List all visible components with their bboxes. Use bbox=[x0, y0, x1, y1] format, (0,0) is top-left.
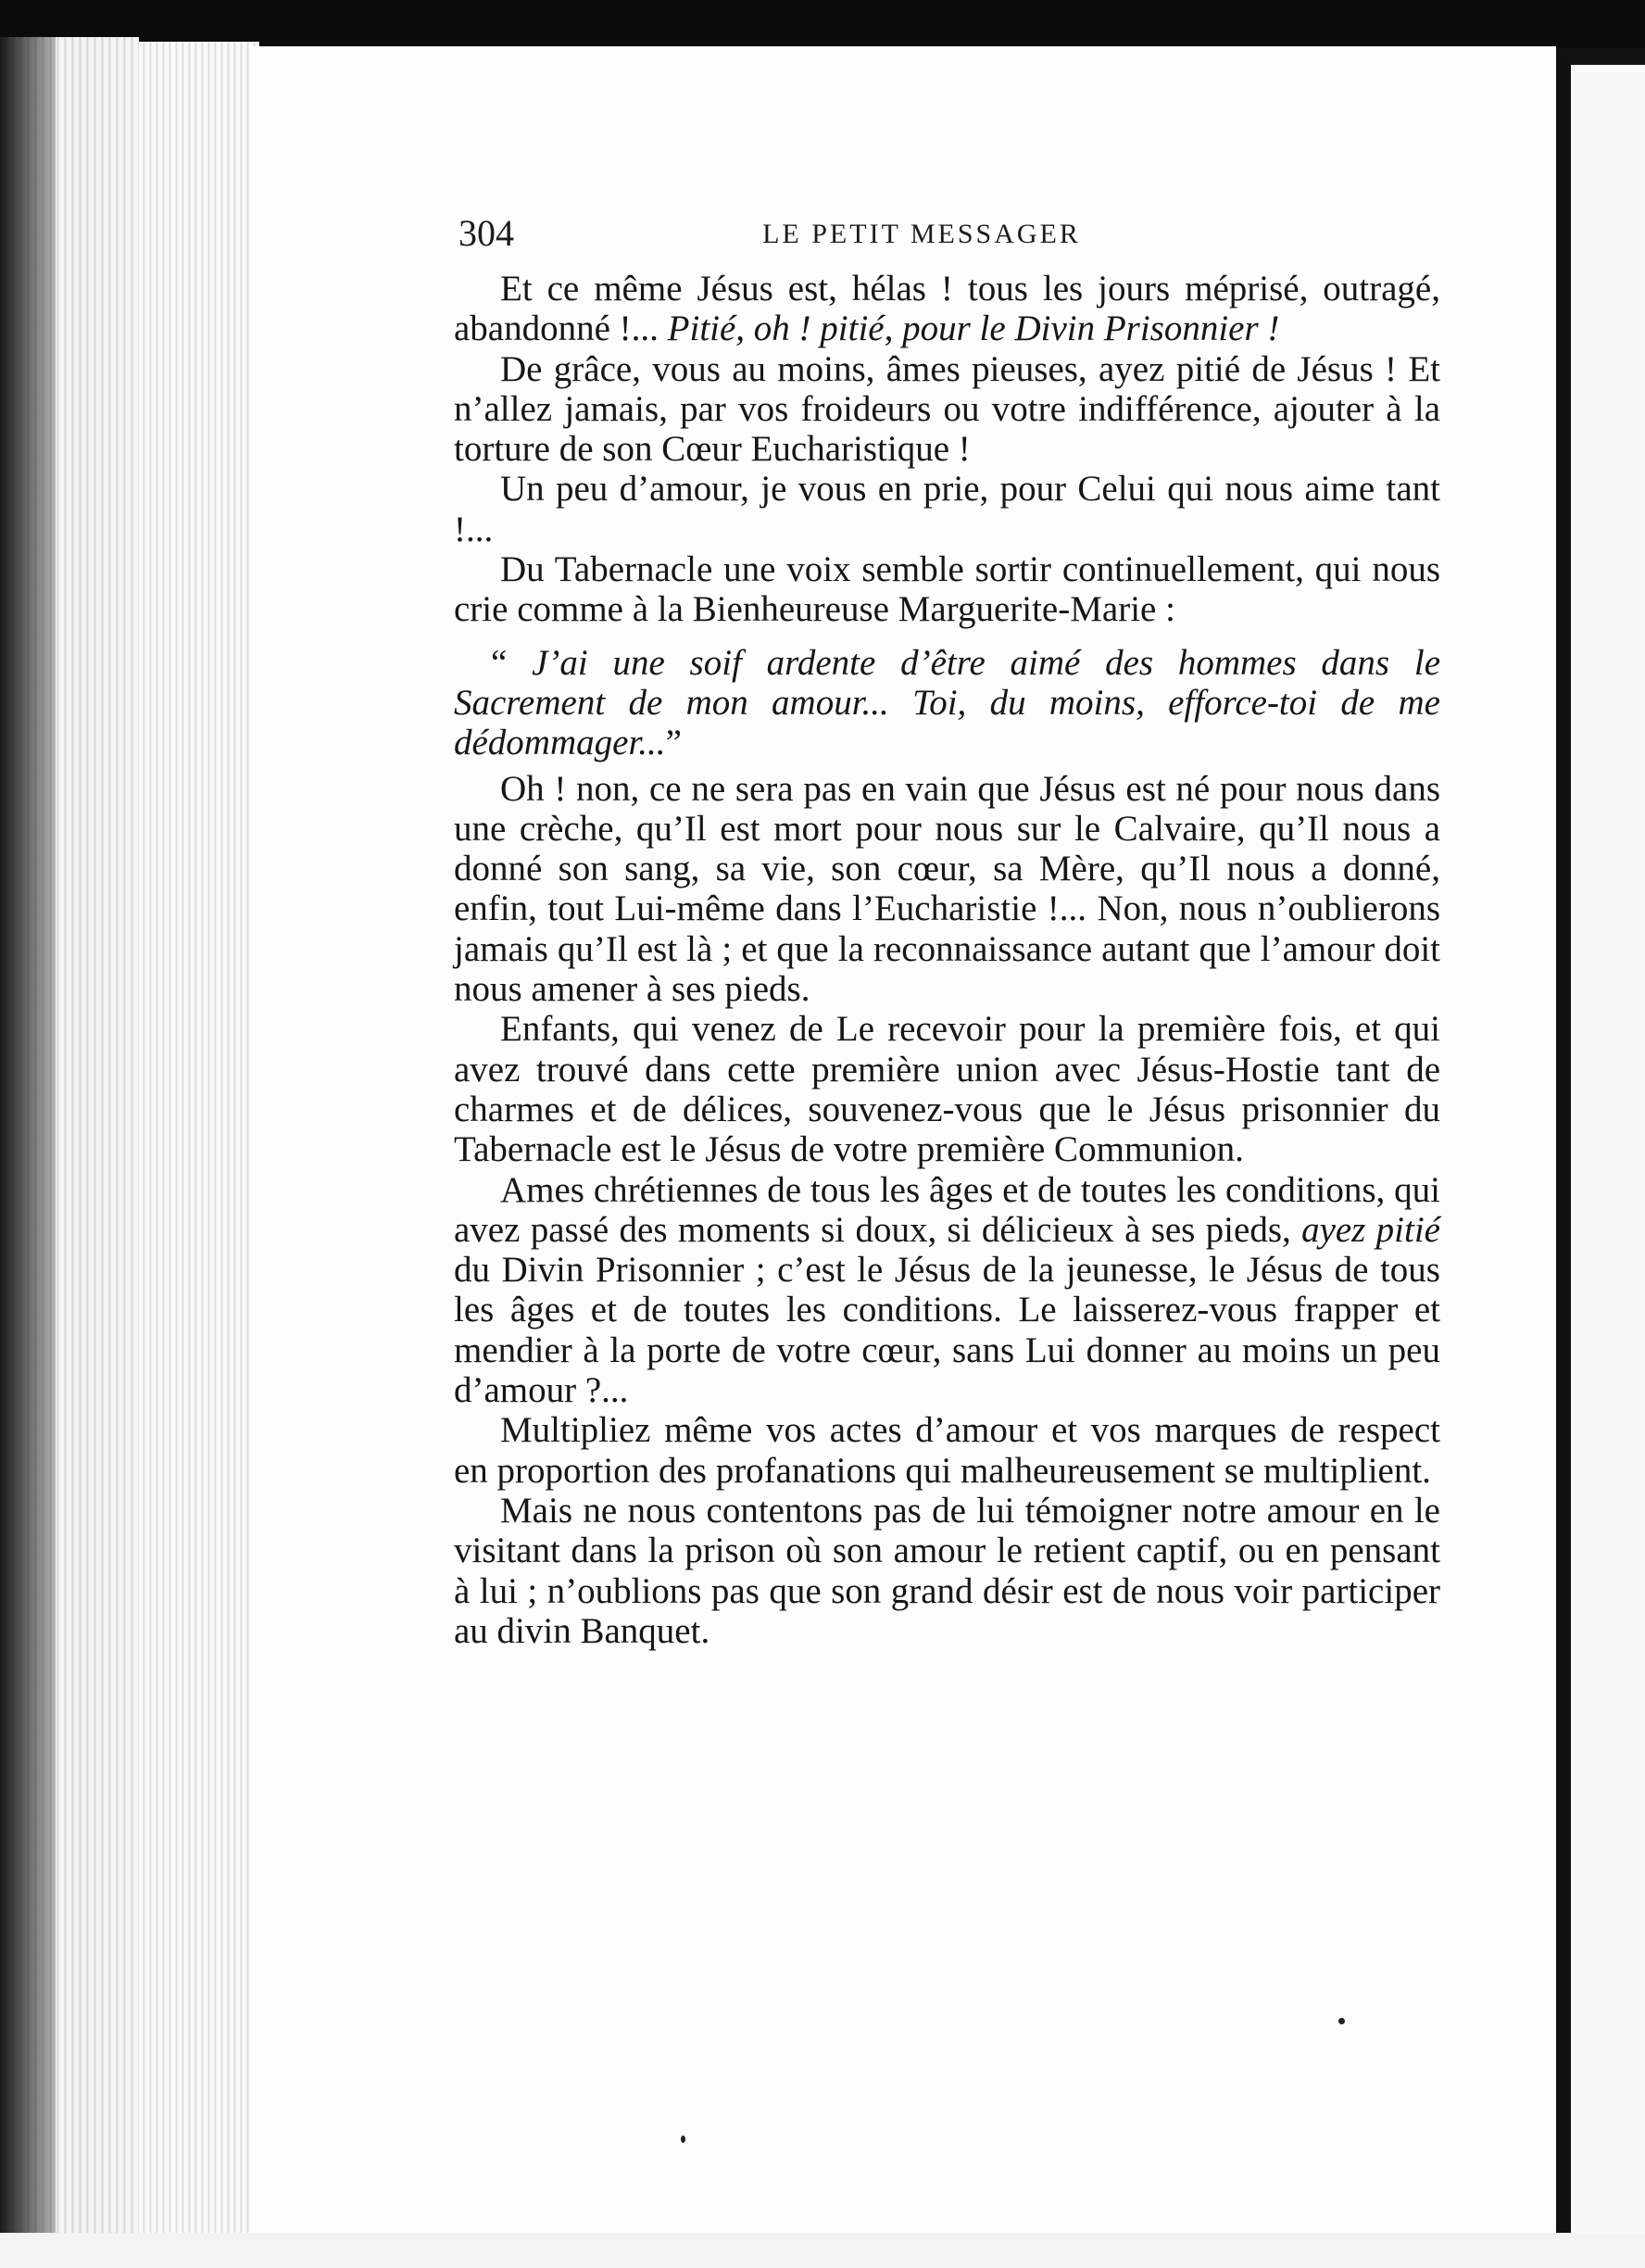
page-header bbox=[458, 211, 1385, 258]
paragraph: Du Tabernacle une voix semble sortir continuellement, qui nous crie comme à la Bienheureuse Marguerite-Marie : bbox=[454, 549, 1440, 630]
paragraph: Et ce même Jésus est, hélas ! tous les jours méprisé, outragé, abandonné !... Pitié, oh ! pitié, pour le Divin Prisonnier ! bbox=[454, 269, 1440, 349]
paragraph: Mais ne nous contentons pas de lui témoigner notre amour en le visitant dans la prison où son amour le retient captif, ou en pensant à lui ; n’oublions pas que son grand désir est de nous voir participer au divin Banquet. bbox=[454, 1490, 1440, 1651]
facing-page-edge bbox=[1571, 65, 1645, 2268]
book-gutter bbox=[1556, 56, 1571, 2268]
body-text bbox=[454, 269, 1440, 1651]
running-title: LE PETIT MESSAGER bbox=[762, 219, 1081, 249]
page-stack-edges bbox=[139, 42, 259, 2247]
paragraph: Multipliez même vos actes d’amour et vos marques de respect en proportion des profanations qui malheureusement se multiplient. bbox=[454, 1410, 1440, 1491]
print-speck bbox=[681, 2136, 685, 2143]
scan-bottom-border bbox=[0, 2233, 1645, 2268]
paragraph: Ames chrétiennes de tous les âges et de toutes les conditions, qui avez passé des moments si doux, si délicieux à ses pieds, ayez pitié du Divin Prisonnier ; c’est le Jésus de la jeunesse, le Jésus de tous les âges et de toutes les conditions. Le laisserez-vous frapper et mendier à la porte de votre cœur, sans Lui donner au moins un peu d’amour ?... bbox=[454, 1169, 1440, 1411]
quotation: “ J’ai une soif ardente d’être aimé des hommes dans le Sacrement de mon amour... Toi, du moins, efforce-toi de me dédommager...” bbox=[454, 642, 1440, 763]
paragraph: Enfants, qui venez de Le recevoir pour la première fois, et qui avez trouvé dans cette première union avec Jésus-Hostie tant de charmes et de délices, souvenez-vous que le Jésus prisonnier du Tabernacle est le Jésus de votre première Communion. bbox=[454, 1009, 1440, 1170]
paragraph: Oh ! non, ce ne sera pas en vain que Jésus est né pour nous dans une crèche, qu’Il est mort pour nous sur le Calvaire, qu’Il nous a donné son sang, sa vie, son cœur, sa Mère, qu’Il nous a donné, enfin, tout Lui-même dans l’Eucharistie !... Non, nous n’oublierons jamais qu’Il est là ; et que la reconnaissance autant que l’amour doit nous amener à ses pieds. bbox=[454, 768, 1440, 1010]
book-spine-shadow bbox=[0, 37, 56, 2268]
page-number: 304 bbox=[458, 212, 514, 254]
paragraph: Un peu d’amour, je vous en prie, pour Celui qui nous aime tant !... bbox=[454, 469, 1440, 549]
paragraph: De grâce, vous au moins, âmes pieuses, ayez pitié de Jésus ! Et n’allez jamais, par vos froideurs ou votre indifférence, ajouter à la torture de son Cœur Eucharistique ! bbox=[454, 348, 1440, 470]
print-speck bbox=[1338, 2018, 1345, 2024]
